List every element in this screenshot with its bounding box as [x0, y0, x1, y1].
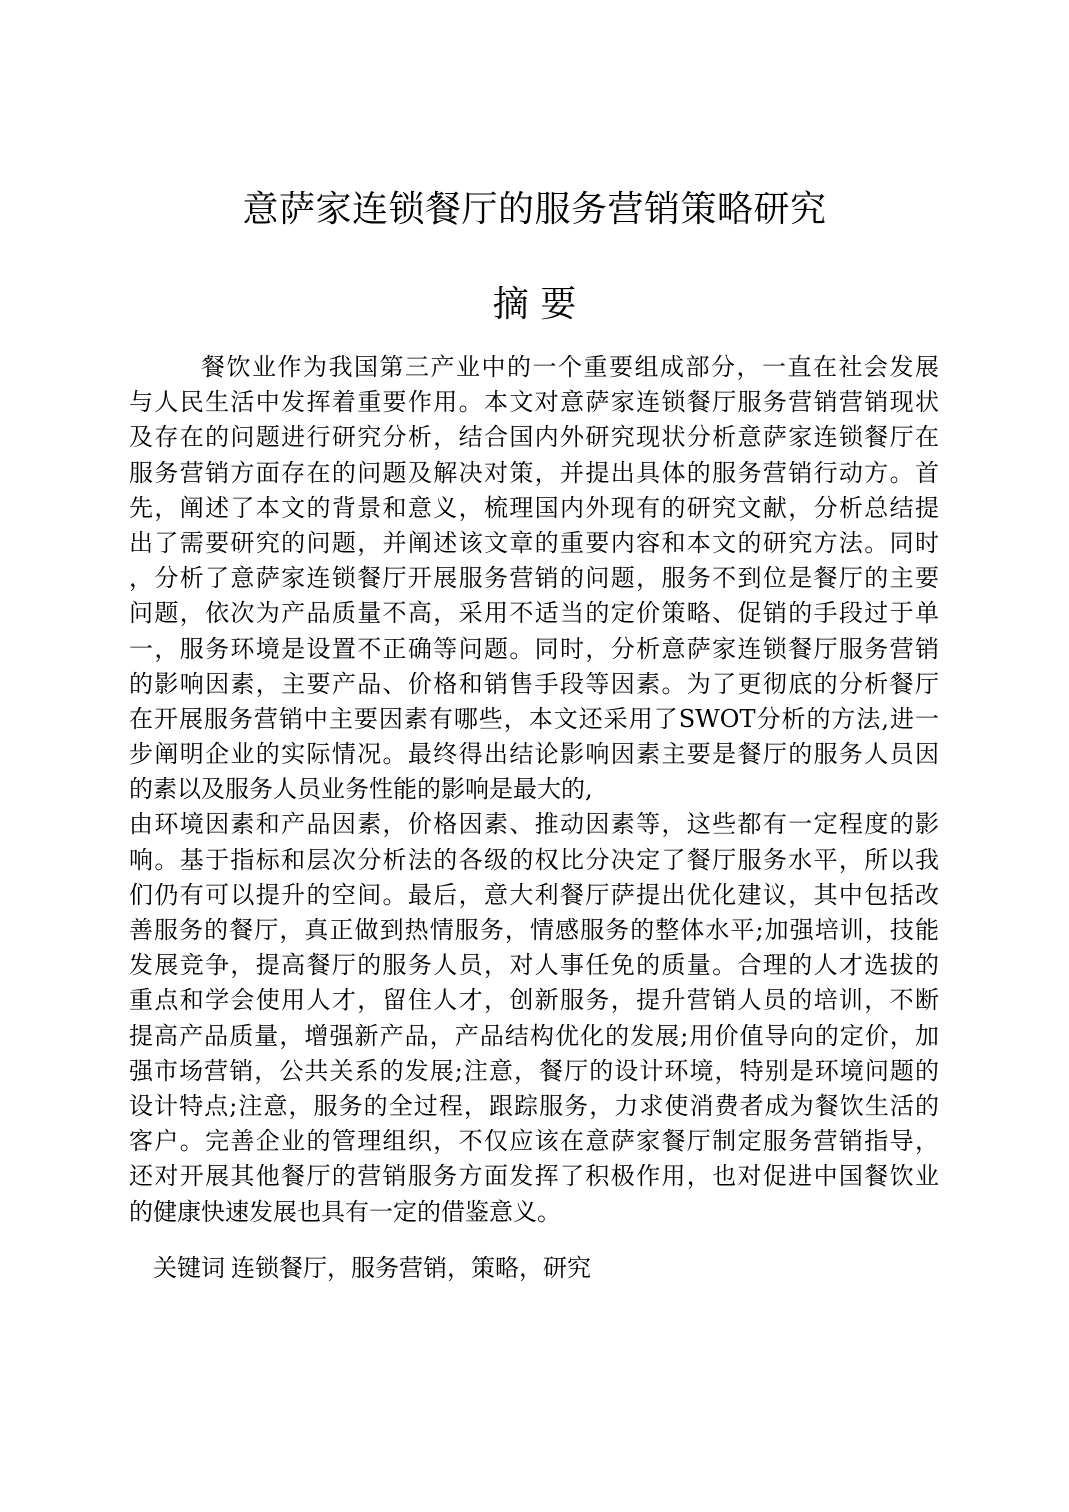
abstract-line: 步阐明企业的实际情况。最终得出结论影响因素主要是餐厅的服务人员因: [129, 740, 939, 769]
abstract-heading: 摘 要: [492, 284, 577, 325]
abstract-line: 重点和学会使用人才，留住人才，创新服务，提升营销人员的培训，不断: [129, 986, 939, 1015]
abstract-line: 的影响因素，主要产品、价格和销售手段等因素。为了更彻底的分析餐厅: [129, 669, 939, 698]
abstract-line: 问题，依次为产品质量不高，采用不适当的定价策略、促销的手段过于单: [129, 599, 939, 628]
abstract-line: ，分析了意萨家连锁餐厅开展服务营销的问题，服务不到位是餐厅的主要: [129, 564, 939, 593]
keywords-text: 连锁餐厅，服务营销，策略，研究: [231, 1254, 591, 1282]
abstract-line: 及存在的问题进行研究分析，结合国内外研究现状分析意萨家连锁餐厅在: [129, 423, 939, 452]
keywords-label: 关键词: [153, 1254, 225, 1282]
abstract-line: 餐饮业作为我国第三产业中的一个重要组成部分，一直在社会发展: [201, 353, 939, 381]
abstract-line: 的素以及服务人员业务性能的影响是最大的,: [129, 775, 593, 804]
abstract-line: 先，阐述了本文的背景和意义，梳理国内外现有的研究文献，分析总结提: [129, 493, 939, 522]
abstract-line: 在开展服务营销中主要因素有哪些，本文还采用了SWOT分析的方法,进一: [129, 704, 939, 733]
abstract-body: [129, 350, 939, 1230]
abstract-line: 善服务的餐厅，真正做到热情服务，情感服务的整体水平;加强培训，技能: [129, 916, 939, 944]
abstract-line: 客户。完善企业的管理组织，不仅应该在意萨家餐厅制定服务营销指导，: [129, 1127, 939, 1156]
abstract-line: 发展竞争，提高餐厅的服务人员，对人事任免的质量。合理的人才选拔的: [129, 951, 939, 980]
abstract-line: 还对开展其他餐厅的营销服务方面发挥了积极作用，也对促进中国餐饮业: [129, 1162, 939, 1191]
abstract-line: 响。基于指标和层次分析法的各级的权比分决定了餐厅服务水平，所以我: [129, 845, 939, 874]
abstract-line: 一，服务环境是设置不正确等问题。同时，分析意萨家连锁餐厅服务营销: [129, 634, 939, 663]
abstract-line: 设计特点;注意，服务的全过程，跟踪服务，力求使消费者成为餐饮生活的: [129, 1091, 939, 1120]
abstract-line: 提高产品质量，增强新产品，产品结构优化的发展;用价值导向的定价，加: [129, 1021, 939, 1050]
abstract-line: 出了需要研究的问题，并阐述该文章的重要内容和本文的研究方法。同时: [129, 528, 939, 557]
abstract-line: 强市场营销，公共关系的发展;注意，餐厅的设计环境，特别是环境问题的: [129, 1056, 939, 1085]
keywords: [153, 1251, 591, 1285]
abstract-line: 由环境因素和产品因素，价格因素、推动因素等，这些都有一定程度的影: [129, 810, 939, 839]
thesis-title: 意萨家连锁餐厅的服务营销策略研究: [242, 189, 827, 230]
abstract-line: 们仍有可以提升的空间。最后，意大利餐厅萨提出优化建议，其中包括改: [129, 880, 939, 909]
abstract-line: 的健康快速发展也具有一定的借鉴意义。: [129, 1197, 561, 1226]
abstract-line: 服务营销方面存在的问题及解决对策，并提出具体的服务营销行动方。首: [129, 458, 939, 487]
abstract-line: 与人民生活中发挥着重要作用。本文对意萨家连锁餐厅服务营销营销现状: [129, 388, 939, 417]
